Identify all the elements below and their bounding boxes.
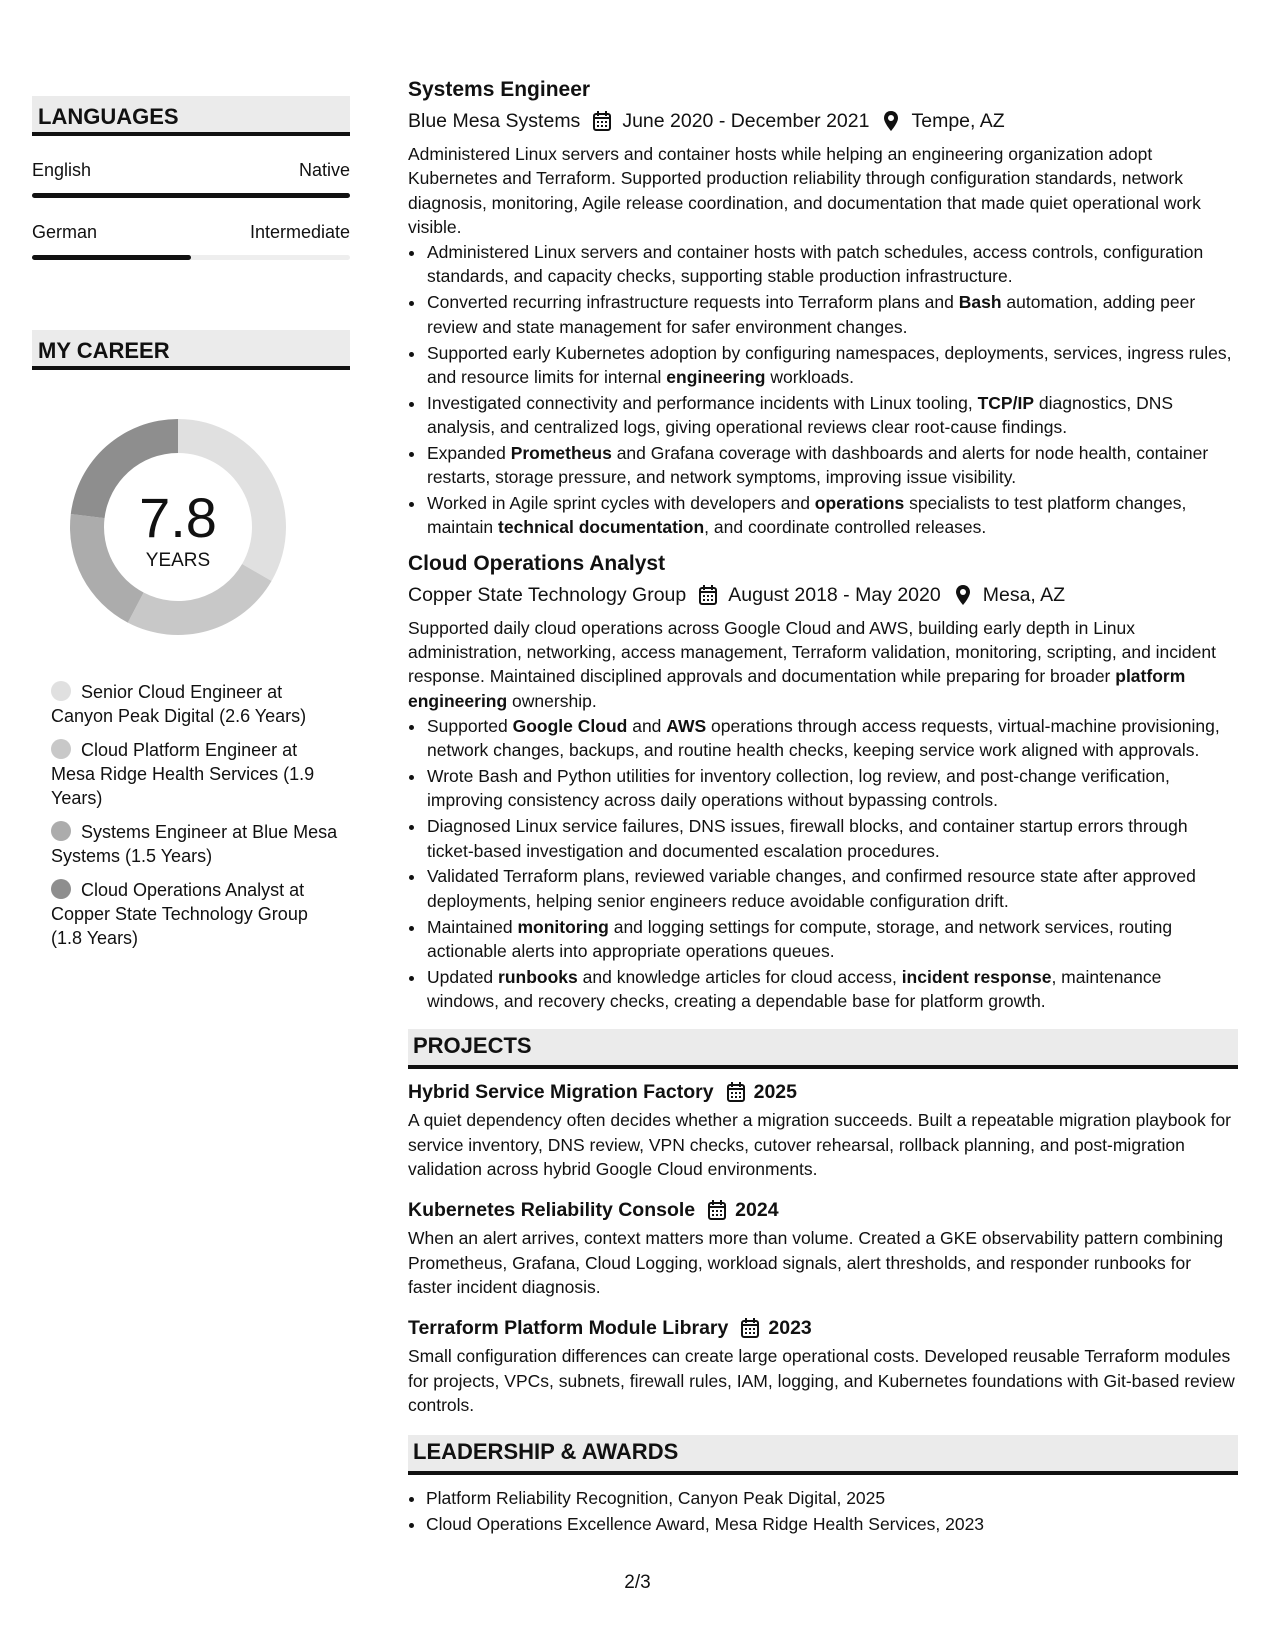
career-heading: MY CAREER xyxy=(32,330,350,370)
award-item: • Platform Reliability Recognition, Canyon Peak Digital, 2025 xyxy=(426,1485,1238,1511)
project-name: Hybrid Service Migration Factory xyxy=(408,1081,714,1104)
bullet-item: • Worked in Agile sprint cycles with developers and operations specialists to test platform changes, maintain technical documentation, and coordinate controlled releases. xyxy=(426,491,1238,540)
project-description: Small configuration differences can create large operational costs. Developed reusable Terraform modules for projects, VPCs, subnets, firewall rules, IAM, logging, and Kubernetes foundations with Git-based review controls. xyxy=(408,1346,1235,1415)
career-total-unit: YEARS xyxy=(145,550,211,571)
sidebar xyxy=(32,96,350,960)
bold-keyword: operations xyxy=(814,493,905,514)
career-section xyxy=(32,330,350,950)
job-title: Cloud Operations Analyst xyxy=(408,551,666,575)
project-entry xyxy=(408,1197,1238,1299)
job-bullets xyxy=(426,714,1238,1014)
bold-keyword: monitoring xyxy=(517,916,609,937)
awards-section xyxy=(408,1435,1238,1537)
bullet-item: • Validated Terraform plans, reviewed variable changes, and confirmed resource state after approved deployments, helping senior engineers reduce avoidable configuration drift. xyxy=(426,864,1238,913)
job-title: Systems Engineer xyxy=(408,78,591,101)
job-location: Mesa, AZ xyxy=(982,583,1066,606)
bold-keyword: incident response xyxy=(901,966,1052,987)
job-location: Tempe, AZ xyxy=(911,110,1005,132)
job-dates: August 2018 - May 2020 xyxy=(728,583,941,606)
bold-keyword: technical documentation xyxy=(498,517,705,538)
project-entry xyxy=(408,1079,1238,1181)
bold-keyword: AWS xyxy=(666,715,707,736)
awards-list xyxy=(426,1485,1238,1537)
languages-heading: LANGUAGES xyxy=(32,96,350,136)
bullet-item: • Expanded Prometheus and Grafana coverage with dashboards and alerts for node health, container restarts, storage pressure, and network symptoms, improving issue visibility. xyxy=(426,441,1238,490)
bold-keyword: TCP/IP xyxy=(977,392,1034,413)
career-legend xyxy=(51,680,341,950)
language-item xyxy=(32,160,350,198)
bullet-item: • Supported early Kubernetes adoption by configuring namespaces, deployments, services, ingress rules, and resource limits for internal engineering workloads. xyxy=(426,341,1238,390)
career-legend-item xyxy=(51,680,341,728)
language-level: Intermediate xyxy=(249,222,350,242)
career-total-value: 7.8 xyxy=(139,486,217,549)
main-content xyxy=(408,76,1238,1537)
calendar-icon xyxy=(592,110,612,132)
company-name: Blue Mesa Systems xyxy=(408,110,581,132)
bold-keyword: Google Cloud xyxy=(512,715,628,736)
legend-dot-icon xyxy=(51,821,71,841)
job-meta xyxy=(408,107,1238,135)
legend-dot-icon xyxy=(51,739,71,759)
language-proficiency-bar xyxy=(32,255,350,260)
project-description: A quiet dependency often decides whether a migration succeeds. Built a repeatable migration playbook for service inventory, DNS review, VPN checks, cutover rehearsal, rollback planning, and post-migration validation across hybrid Google Cloud environments. xyxy=(408,1110,1232,1180)
language-proficiency-fill xyxy=(32,255,191,260)
bold-keyword: Bash xyxy=(958,292,1002,313)
career-legend-label: Cloud Platform Engineer at Mesa Ridge Health Services (1.9 Years) xyxy=(51,740,315,808)
bullet-item: • Updated runbooks and knowledge articles for cloud access, incident response, maintenance windows, and recovery checks, creating a dependable base for platform growth. xyxy=(426,965,1238,1014)
career-legend-label: Systems Engineer at Blue Mesa Systems (1.5 Years) xyxy=(51,822,338,866)
project-description: When an alert arrives, context matters more than volume. Created a GKE observability pattern combining Prometheus, Grafana, Cloud Logging, workload signals, alert thresholds, and responder runbooks for faster incident diagnosis. xyxy=(408,1228,1224,1297)
language-name: English xyxy=(32,160,92,180)
career-donut-chart xyxy=(63,412,293,642)
career-legend-item xyxy=(51,738,341,810)
job-summary: Supported daily cloud operations across Google Cloud and AWS, building early depth in Linux administration, networking, access management, Terraform validation, monitoring, scripting, and incident response. Maintained disciplined approvals and documentation while preparing for broader platform engineering ownership. xyxy=(408,617,1216,711)
bold-keyword: runbooks xyxy=(498,966,578,987)
bullet-item: • Investigated connectivity and performance incidents with Linux tooling, TCP/IP diagnostics, DNS analysis, and centralized logs, giving operational reviews clear root-cause findings. xyxy=(426,391,1238,440)
bold-keyword: Prometheus xyxy=(510,442,612,463)
experience-entry xyxy=(408,550,1238,1014)
donut-center xyxy=(63,412,293,642)
bullet-item: • Supported Google Cloud and AWS operations through access requests, virtual-machine provisioning, network changes, backups, and routine health checks, keeping service work aligned with approvals. xyxy=(426,714,1238,763)
bullet-item: • Converted recurring infrastructure requests into Terraform plans and Bash automation, adding peer review and state management for safer environment changes. xyxy=(426,290,1238,339)
job-dates: June 2020 - December 2021 xyxy=(622,110,870,132)
career-legend-item xyxy=(51,820,341,868)
location-pin-icon xyxy=(881,110,901,132)
experience-entry xyxy=(408,76,1238,540)
award-item: • Cloud Operations Excellence Award, Mesa Ridge Health Services, 2023 xyxy=(426,1511,1238,1537)
legend-dot-icon xyxy=(51,879,71,899)
language-proficiency-bar xyxy=(32,193,350,198)
company-name: Copper State Technology Group xyxy=(408,583,687,606)
bold-keyword: engineering xyxy=(666,366,766,387)
language-item xyxy=(32,222,350,260)
bullet-item: • Diagnosed Linux service failures, DNS issues, firewall blocks, and container startup errors through ticket-based investigation and documented escalation procedures. xyxy=(426,814,1238,863)
project-name: Kubernetes Reliability Console xyxy=(408,1199,696,1222)
legend-dot-icon xyxy=(51,681,71,701)
project-year: 2023 xyxy=(768,1317,812,1340)
calendar-icon xyxy=(740,1317,760,1339)
project-year: 2024 xyxy=(735,1199,779,1222)
calendar-icon xyxy=(698,584,718,606)
bullet-item: • Maintained monitoring and logging settings for compute, storage, and network services, routing actionable alerts into appropriate operations queues. xyxy=(426,915,1238,964)
language-level: Native xyxy=(298,160,350,180)
projects-heading: PROJECTS xyxy=(408,1029,1238,1069)
career-legend-label: Cloud Operations Analyst at Copper State Technology Group (1.8 Years) xyxy=(51,880,308,948)
job-bullets xyxy=(426,240,1238,540)
project-entry xyxy=(408,1315,1238,1417)
awards-heading: LEADERSHIP & AWARDS xyxy=(408,1435,1238,1475)
project-name: Terraform Platform Module Library xyxy=(408,1317,729,1340)
bold-keyword: platform engineering xyxy=(408,666,1186,711)
project-year: 2025 xyxy=(753,1081,797,1104)
calendar-icon xyxy=(726,1081,746,1103)
career-legend-label: Senior Cloud Engineer at Canyon Peak Digital (2.6 Years) xyxy=(51,682,307,726)
language-name: German xyxy=(32,222,98,242)
job-meta xyxy=(408,581,1238,609)
projects-section xyxy=(408,1029,1238,1417)
career-legend-item xyxy=(51,878,341,950)
page-number: 2/3 xyxy=(624,1572,651,1593)
bullet-item: • Administered Linux servers and container hosts with patch schedules, access controls, configuration standards, and capacity checks, supporting stable production infrastructure. xyxy=(426,240,1238,289)
location-pin-icon xyxy=(953,584,973,606)
language-proficiency-fill xyxy=(32,193,350,198)
calendar-icon xyxy=(707,1199,727,1221)
job-summary: Administered Linux servers and container hosts while helping an engineering organization adopt Kubernetes and Terraform. Supported production reliability through configuration standards, network diagnosis, monitoring, Agile release coordination, and documentation that made quiet operational work visible. xyxy=(408,144,1201,237)
languages-section xyxy=(32,96,350,260)
bullet-item: • Wrote Bash and Python utilities for inventory collection, log review, and post-change verification, improving consistency across daily operations without bypassing controls. xyxy=(426,764,1238,813)
